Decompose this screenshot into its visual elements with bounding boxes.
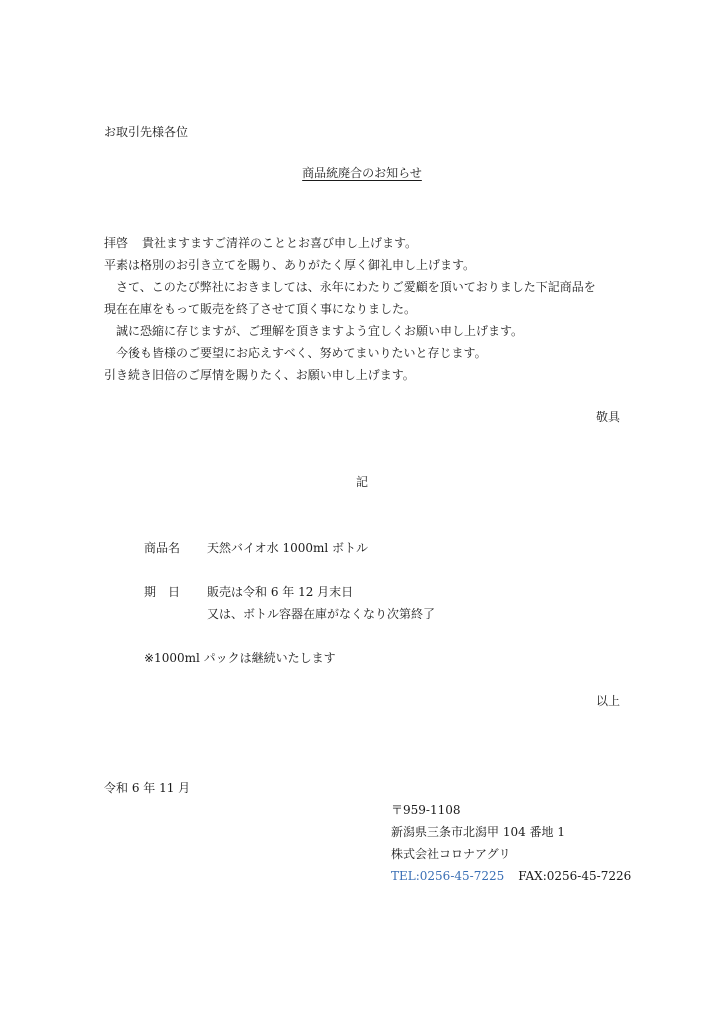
- addressee: お取引先様各位: [104, 125, 189, 139]
- greeting-line: [104, 236, 417, 250]
- body-line-2: 平素は格別のお引き立てを賜り、ありがたく厚く御礼申し上げます。: [104, 258, 476, 272]
- greeting-start: 拝啓: [104, 236, 129, 250]
- period-label: 期 日: [144, 585, 181, 599]
- greeting-text: 貴社ますますご清祥のこととお喜び申し上げます。: [142, 236, 418, 250]
- closing-keigu: 敬具: [595, 410, 620, 424]
- sender-postal: 〒959-1108: [391, 803, 461, 817]
- sender-tel: TEL:0256-45-7225: [391, 869, 505, 883]
- body-line-5: 誠に恐縮に存じますが、ご理解を頂きますよう宜しくお願い申し上げます。: [116, 324, 524, 338]
- body-line-4: 現在在庫をもって販売を終了させて頂く事になりました。: [104, 302, 417, 316]
- period-value: 販売は令和 6 年 12 月末日: [207, 585, 354, 599]
- body-line-3: さて、このたび弊社におきましては、永年にわたりご愛顧を頂いておりました下記商品を: [116, 280, 596, 294]
- sender-company: 株式会社コロナアグリ: [391, 847, 511, 861]
- product-label: 商品名: [144, 541, 181, 555]
- document-title: [0, 166, 724, 180]
- sender-address: 新潟県三条市北潟甲 104 番地 1: [391, 825, 565, 839]
- ki-heading: 記: [355, 475, 368, 489]
- sender-fax: FAX:0256-45-7226: [518, 869, 632, 883]
- body-line-7: 引き続き旧倍のご厚情を賜りたく、お願い申し上げます。: [104, 368, 415, 382]
- period-value-2: 又は、ボトル容器在庫がなくなり次第終了: [207, 607, 436, 621]
- product-value: 天然バイオ水 1000ml ボトル: [207, 541, 369, 555]
- note: ※1000ml パックは継続いたします: [144, 651, 336, 665]
- issue-date: 令和 6 年 11 月: [104, 781, 191, 795]
- sender-contact: [391, 869, 631, 883]
- closing-ijou: 以上: [595, 694, 620, 708]
- title-text: 商品統廃合のお知らせ: [302, 166, 422, 180]
- body-line-6: 今後も皆様のご要望にお応えすべく、努めてまいりたいと存じます。: [116, 346, 487, 360]
